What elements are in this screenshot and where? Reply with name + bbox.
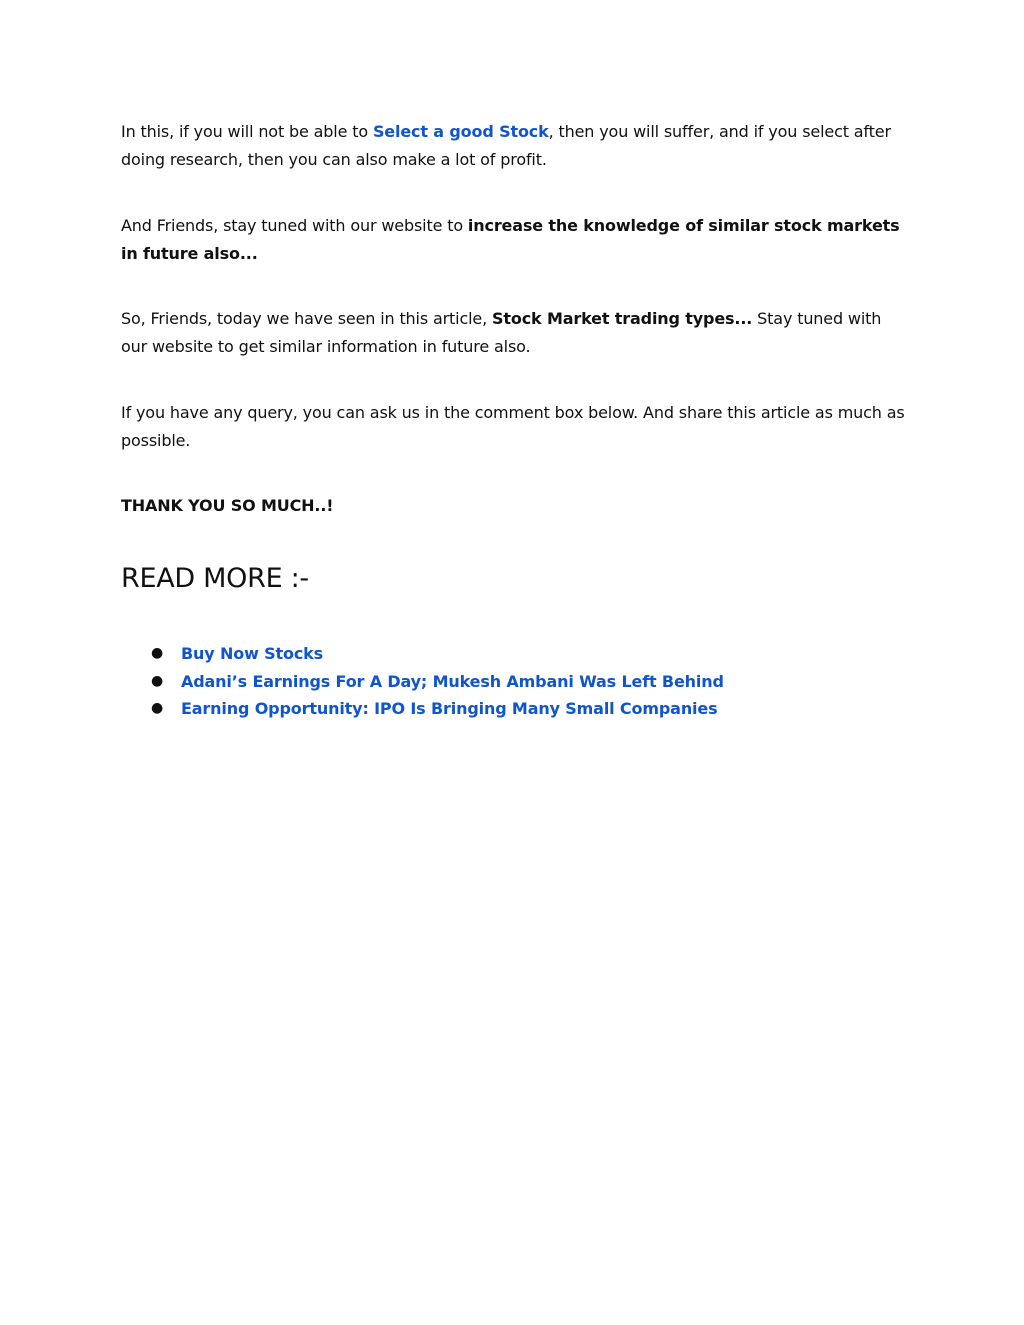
- bullet-icon: ●: [151, 672, 164, 689]
- read-more-link-adani-earnings[interactable]: Adani’s Earnings For A Day; Mukesh Ambani Was Left Behind: [181, 671, 724, 691]
- list-item: [121, 640, 724, 668]
- paragraph-text: Stay tuned with our website to get similar information in future also.: [121, 309, 882, 356]
- paragraph-bold-text: increase the knowledge of similar stock markets in future also...: [121, 216, 900, 263]
- paragraph-bold-text: Stock Market trading types...: [491, 309, 753, 328]
- bullet-icon: ●: [151, 645, 164, 661]
- paragraph-text: In this, if you will not be able to: [121, 122, 373, 141]
- read-more-list: [121, 640, 724, 723]
- paragraph-query: If you have any query, you can ask us in the comment box below. And share this article as much as possible.: [121, 403, 905, 450]
- thank-you-text: THANK YOU SO MUCH..!: [121, 496, 334, 515]
- paragraph-text: And Friends, stay tuned with our website to: [121, 216, 468, 235]
- paragraph-text: So, Friends, today we have seen in this article,: [121, 309, 492, 328]
- list-item: [121, 668, 724, 696]
- read-more-heading: READ MORE :-: [121, 563, 309, 594]
- list-item: [121, 695, 724, 723]
- read-more-link-buy-now-stocks[interactable]: Buy Now Stocks: [181, 644, 324, 663]
- read-more-link-ipo-opportunity[interactable]: Earning Opportunity: IPO Is Bringing Many Small Companies: [181, 699, 718, 718]
- paragraph-text: , then you will suffer, and if you select after doing research, then you can also make a lot of profit.: [121, 122, 891, 169]
- paragraph-stay-tuned: [121, 212, 906, 267]
- bullet-icon: ●: [151, 700, 164, 716]
- select-good-stock-link[interactable]: Select a good Stock: [372, 122, 549, 141]
- paragraph-select-stock: [121, 118, 906, 173]
- paragraph-summary: [121, 305, 906, 360]
